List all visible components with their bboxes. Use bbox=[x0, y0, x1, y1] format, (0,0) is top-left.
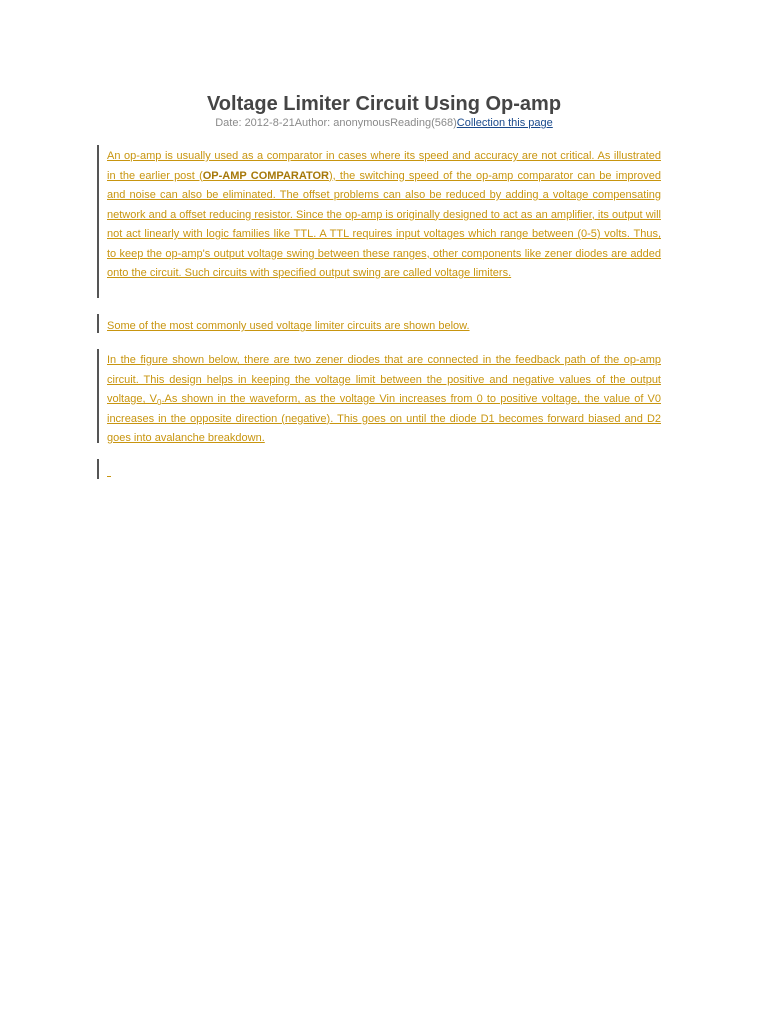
paragraph-marker bbox=[97, 145, 99, 298]
article-reading-count: Reading(568) bbox=[390, 117, 457, 129]
figure-link-stub[interactable] bbox=[107, 476, 111, 477]
paragraph-intro-text-1: An op-amp is usually used as a comparator in cases where its speed and accuracy are not critical. As illustrated in the earlier post ( bbox=[107, 150, 661, 182]
article-meta bbox=[0, 115, 768, 131]
op-amp-comparator-link[interactable]: OP-AMP COMPARATOR bbox=[202, 169, 329, 182]
voltage-subscript: 0 bbox=[157, 398, 162, 408]
paragraph-marker bbox=[97, 459, 99, 479]
paragraph-figure-placeholder bbox=[107, 467, 661, 487]
article-date: Date: 2012-8-21 bbox=[215, 117, 295, 129]
paragraph-zener-description[interactable] bbox=[107, 351, 661, 449]
page-title: Voltage Limiter Circuit Using Op-amp bbox=[206, 93, 562, 115]
paragraph-circuits-intro[interactable]: Some of the most commonly used voltage limiter circuits are shown below. bbox=[107, 320, 470, 332]
paragraph-zener-text-2: .As shown in the waveform, as the voltage Vin increases from 0 to positive voltage, the value of V0 increases in the opposite direction (negative). This goes on until the diode D1 becomes forward biased and D2 goes into avalanche breakdown. bbox=[107, 393, 662, 444]
paragraph-intro[interactable] bbox=[107, 147, 661, 284]
paragraph-marker bbox=[97, 314, 99, 333]
collection-link[interactable]: Collection this page bbox=[456, 117, 553, 129]
paragraph-zener-text-1: In the figure shown below, there are two zener diodes that are connected in the feedback path of the op-amp circuit. This design helps in keeping the voltage limit between the positive and negative values of the output voltage, V bbox=[107, 354, 661, 405]
paragraph-marker bbox=[97, 349, 99, 443]
paragraph-intro-text-2: ), the switching speed of the op-amp comparator can be improved and noise can also be eliminated. The offset problems can also be reduced by adding a voltage compensating network and a offset reducing resistor. Since the op-amp is originally designed to act as an amplifier, its output will not act linearly with logic families like TTL. A TTL requires input voltages which range between (0-5) volts. Thus, to keep the op-amp's output voltage swing between these ranges, other components like zener diodes are added onto the circuit. Such circuits with specified output swing are called voltage limiters. bbox=[107, 169, 661, 279]
article-author: Author: anonymous bbox=[294, 117, 391, 129]
